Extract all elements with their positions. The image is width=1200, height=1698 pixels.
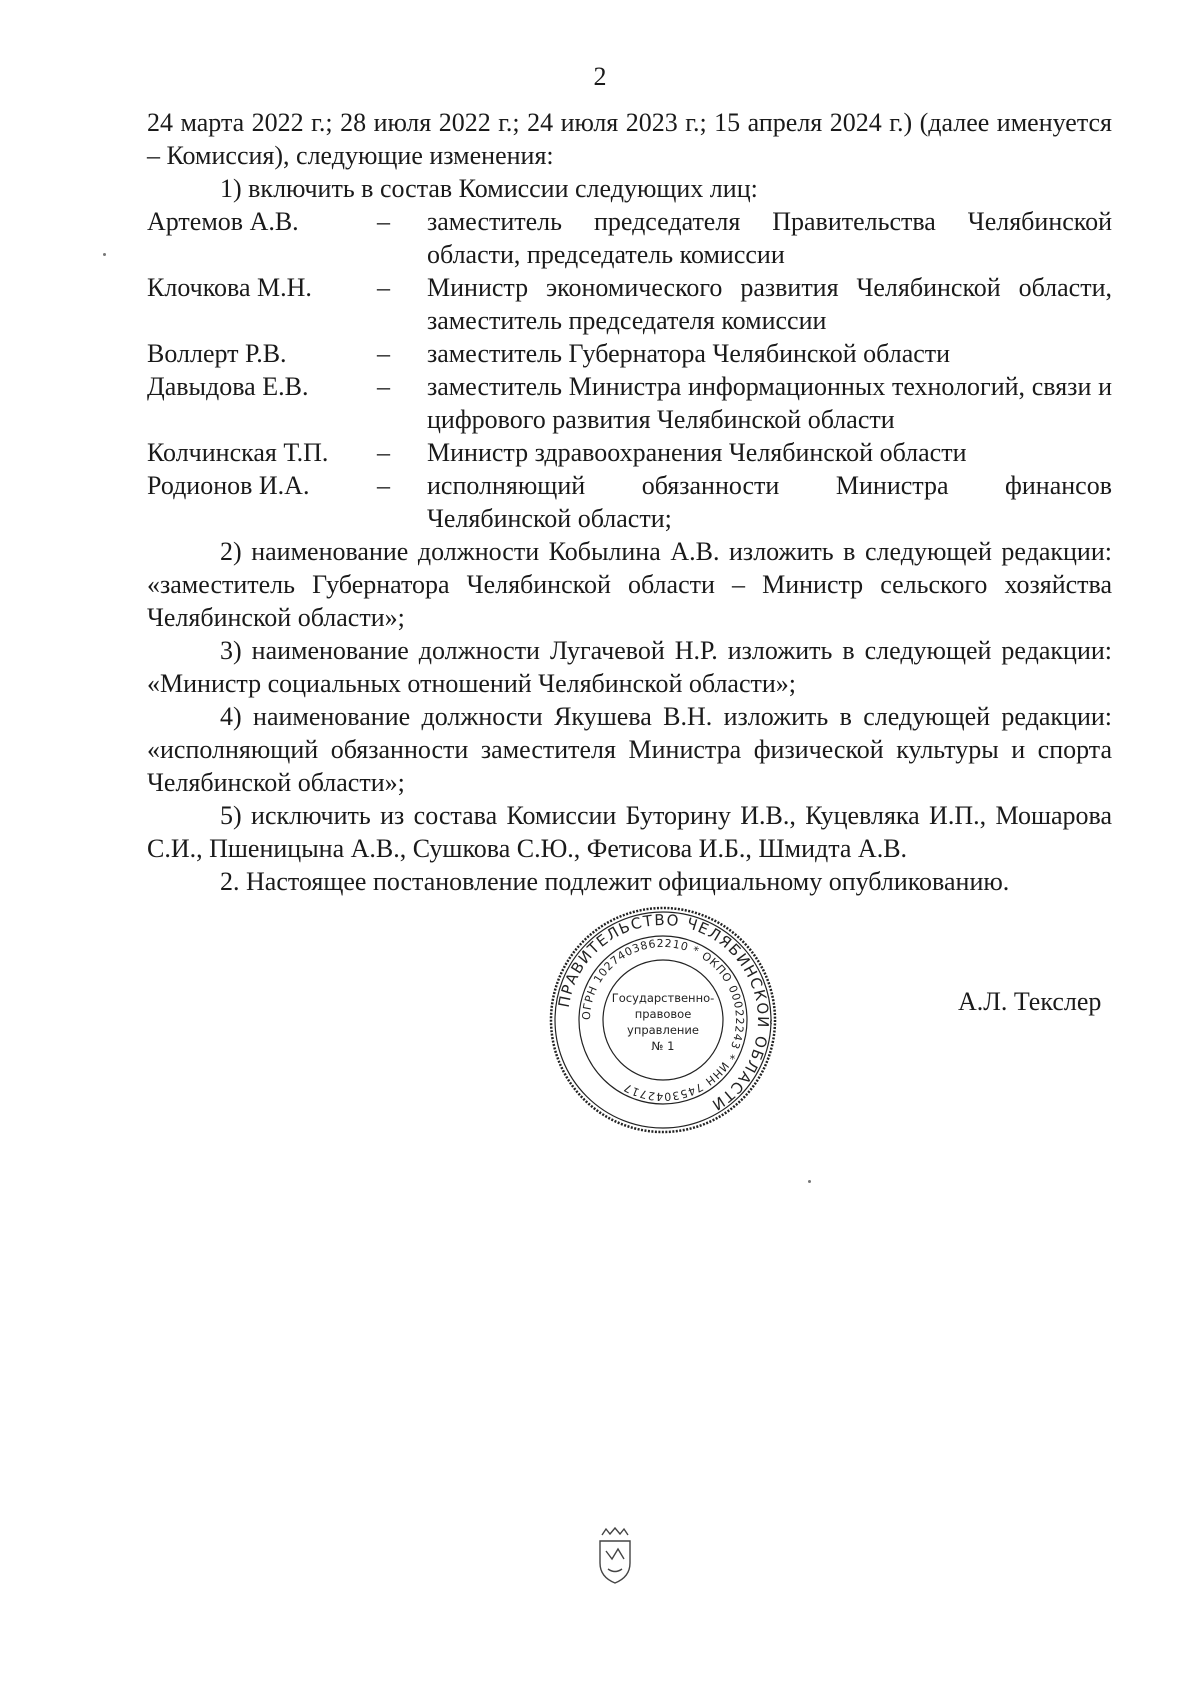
item-2: 2) наименование должности Кобылина А.В. изложить в следующей редакции: «заместитель Губернатора Челябинской области – Министр сельского хозяйства Челябинской области»; (147, 537, 1112, 632)
item-3: 3) наименование должности Лугачевой Н.Р. изложить в следующей редакции: «Министр социальных отношений Челябинской области»; (147, 636, 1112, 698)
member-name: Родионов И.А. (147, 471, 310, 500)
document-body (147, 106, 1112, 898)
seal-graphic (548, 905, 778, 1135)
member-row (147, 370, 1112, 436)
coat-of-arms-icon (590, 1525, 640, 1589)
item-1: 1) включить в состав Комиссии следующих лиц: (220, 174, 758, 203)
official-seal (548, 905, 778, 1135)
signature-name: А.Л. Текслер (958, 987, 1102, 1016)
member-name: Воллерт Р.В. (147, 339, 287, 368)
members-list (147, 205, 1112, 535)
page-number: 2 (593, 62, 607, 91)
seal-center-line: правовое (634, 1007, 692, 1021)
seal-center-line: управление (627, 1023, 699, 1037)
member-role: заместитель Губернатора Челябинской области (427, 339, 951, 368)
member-role: Министр экономического развития Челябинской области, заместитель председателя комиссии (427, 273, 1112, 335)
member-name: Артемов А.В. (147, 207, 299, 236)
intro-paragraph: 24 марта 2022 г.; 28 июля 2022 г.; 24 июля 2023 г.; 15 апреля 2024 г.) (далее именуется – Комиссия), следующие изменения: (147, 108, 1112, 170)
member-dash: – (377, 471, 390, 500)
member-dash: – (377, 273, 390, 302)
member-row (147, 469, 1112, 535)
member-name: Клочкова М.Н. (147, 273, 312, 302)
scan-speck (808, 1180, 811, 1183)
member-row (147, 205, 1112, 271)
member-row (147, 337, 1112, 370)
member-dash: – (377, 372, 390, 401)
member-dash: – (377, 207, 390, 236)
seal-outer-text: ПРАВИТЕЛЬСТВО ЧЕЛЯБИНСКОЙ ОБЛАСТИ (554, 910, 773, 1115)
member-dash: – (377, 339, 390, 368)
point-2: 2. Настоящее постановление подлежит официальному опубликованию. (220, 867, 1010, 896)
seal-inner-text: ОГРН 1027403862210 * ОКПО 00022243 * ИНН 7453042717 (579, 936, 747, 1104)
seal-center-line: Государственно- (611, 991, 715, 1005)
member-name: Давыдова Е.В. (147, 372, 309, 401)
member-row (147, 271, 1112, 337)
member-role: исполняющий обязанности Министра финансов Челябинской области; (427, 471, 1112, 533)
member-role: заместитель председателя Правительства Челябинской области, председатель комиссии (427, 207, 1112, 269)
item-4: 4) наименование должности Якушева В.Н. изложить в следующей редакции: «исполняющий обязанности заместителя Министра физической культуры и спорта Челябинской области»; (147, 702, 1112, 797)
member-role: Министр здравоохранения Челябинской области (427, 438, 967, 467)
scan-speck (103, 253, 106, 256)
member-name: Колчинская Т.П. (147, 438, 329, 467)
seal-center-line: № 1 (651, 1039, 675, 1053)
item-5: 5) исключить из состава Комиссии Буторину И.В., Куцевляка И.П., Мошарова С.И., Пшеницына А.В., Сушкова С.Ю., Фетисова И.Б., Шмидта А.В. (147, 801, 1112, 863)
member-row (147, 436, 1112, 469)
member-role: заместитель Министра информационных технологий, связи и цифрового развития Челябинской области (427, 372, 1112, 434)
member-dash: – (377, 438, 390, 467)
